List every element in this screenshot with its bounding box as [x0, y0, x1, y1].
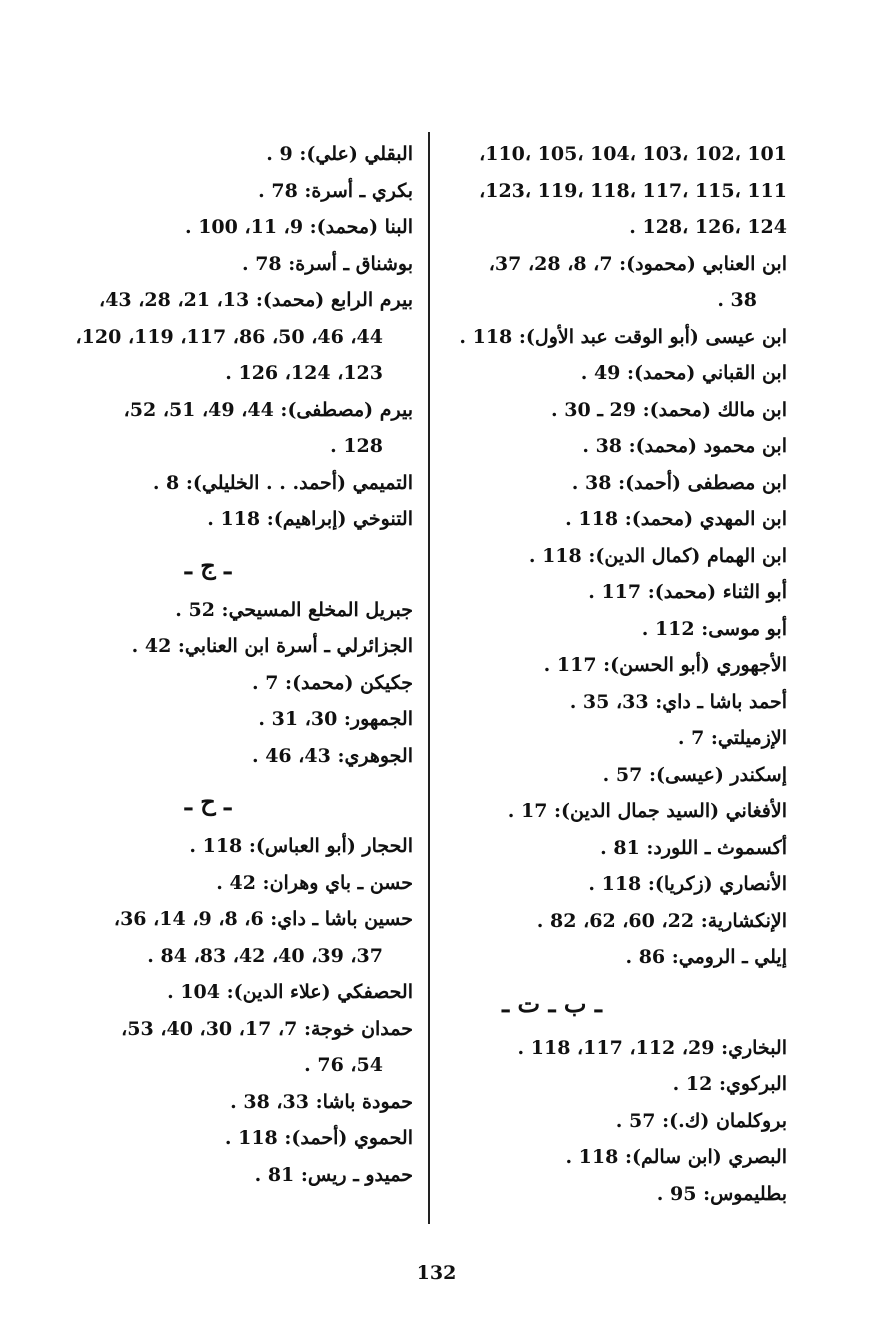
index-entry — [437, 538, 787, 575]
index-entry — [437, 355, 787, 392]
entry-line: ابن القباني (محمد): 49 . — [580, 362, 787, 384]
index-entry — [41, 209, 413, 246]
entry-continuation-line: 37، 39، 40، 42، 83، 84 . — [147, 944, 383, 967]
index-entry — [437, 574, 787, 611]
index-entry — [437, 392, 787, 429]
entry-line: ابن المهدي (محمد): 118 . — [565, 508, 787, 530]
entry-line: بكري ـ أسرة: 78 . — [258, 179, 413, 202]
index-entry — [41, 974, 413, 1011]
index-entry — [437, 136, 787, 173]
section-header-ha: ـ ح ـ — [184, 787, 232, 816]
entry-line: الأجهوري (أبو الحسن): 117 . — [543, 654, 787, 676]
entry-line: حمدان خوجة: 7، 17، 30، 40، 53، — [121, 1017, 413, 1040]
index-entry — [437, 830, 787, 867]
entry-line: البنا (محمد): 9، 11، 100 . — [184, 216, 413, 238]
index-entry — [437, 173, 787, 210]
entry-line: بوشناق ـ أسرة: 78 . — [241, 252, 413, 275]
index-entry — [437, 319, 787, 356]
section-header-ba-ta: ـ ب ـ ت ـ — [502, 988, 602, 1018]
index-entry — [41, 865, 413, 902]
index-entry — [437, 757, 787, 794]
entry-continuation-line: 54، 76 . — [304, 1054, 383, 1076]
entry-line: ابن عيسى (أبو الوقت عبد الأول): 118 . — [459, 325, 787, 348]
entry-line: بيرم الرابع (محمد): 13، 21، 28، 43، — [99, 289, 413, 311]
entry-line: البقلي (علي): 9 . — [266, 143, 413, 165]
entry-list — [41, 828, 413, 1193]
entry-list — [437, 136, 787, 976]
entry-line: ابن مصطفى (أحمد): 38 . — [571, 471, 787, 494]
entry-line: الأنصاري (زكريا): 118 . — [588, 873, 787, 895]
index-entry — [437, 1139, 787, 1176]
entry-line: ابن مالك (محمد): 29 ـ 30 . — [551, 398, 787, 421]
entry-line: حميدو ـ ريس: 81 . — [254, 1163, 413, 1186]
index-entry — [41, 592, 413, 629]
entry-line: أبو الثناء (محمد): 117 . — [588, 581, 787, 603]
index-entry — [437, 1066, 787, 1103]
entry-line: الحجار (أبو العباس): 118 . — [189, 835, 413, 857]
entry-continuation-line: 44، 46، 50، 86، 117، 119، 120، — [75, 325, 383, 348]
entry-list — [41, 136, 413, 538]
index-entry — [437, 647, 787, 684]
index-entry — [437, 465, 787, 502]
entry-list — [41, 592, 413, 775]
index-entry — [41, 1157, 413, 1194]
index-entry — [41, 136, 413, 173]
entry-line: 124 ،126 ،128 . — [629, 216, 787, 238]
entry-line: الجوهري: 43، 46 . — [251, 744, 413, 767]
index-entry — [437, 793, 787, 830]
index-entry — [437, 720, 787, 757]
entry-line: أبو موسى: 112 . — [641, 617, 787, 640]
entry-line: أكسموث ـ اللورد: 81 . — [600, 836, 787, 859]
index-entry — [41, 246, 413, 283]
index-entry — [437, 903, 787, 940]
entry-line: البصري (ابن سالم): 118 . — [565, 1146, 787, 1168]
entry-line: التميمي (أحمد. . . الخليلي): 8 . — [152, 471, 413, 494]
page-number: 132 — [416, 1262, 457, 1284]
entry-line: جكيكن (محمد): 7 . — [251, 671, 413, 694]
index-entry — [41, 828, 413, 865]
index-entry — [437, 939, 787, 976]
index-entry — [41, 738, 413, 775]
index-entry — [437, 1030, 787, 1067]
index-entry — [41, 628, 413, 665]
index-entry — [437, 684, 787, 721]
entry-line: البركوي: 12 . — [672, 1073, 787, 1095]
index-entry — [41, 173, 413, 210]
entry-line: التنوخي (إبراهيم): 118 . — [207, 508, 413, 530]
entry-continuation-line: 128 . — [330, 435, 383, 457]
entry-line: حمودة باشا: 33، 38 . — [230, 1090, 413, 1113]
index-entry — [437, 428, 787, 465]
entry-continuation-line: 123، 124، 126 . — [225, 362, 383, 384]
entry-line: 111 ،115 ،117 ،118 ،119 ،123، — [479, 179, 787, 202]
index-entry — [437, 1103, 787, 1140]
entry-list — [437, 1030, 787, 1213]
entry-line: ابن الهمام (كمال الدين): 118 . — [528, 544, 787, 567]
entry-line: الجمهور: 30، 31 . — [258, 708, 413, 730]
index-entry — [41, 701, 413, 738]
index-entry — [41, 1120, 413, 1157]
entry-line: 101 ،102 ،103 ،104 ،105 ،110، — [479, 143, 787, 165]
entry-line: إسكندر (عيسى): 57 . — [602, 763, 787, 786]
entry-line: الحموي (أحمد): 118 . — [224, 1127, 413, 1149]
index-entry — [41, 665, 413, 702]
entry-line: الإنكشارية: 22، 60، 62، 82 . — [536, 909, 787, 932]
entry-line: الإزميلتي: 7 . — [677, 727, 787, 749]
section-header-jim: ـ ج ـ — [184, 550, 232, 580]
entry-line: بطليموس: 95 . — [656, 1182, 787, 1205]
entry-line: الجزائرلي ـ أسرة ابن العنابي: 42 . — [131, 635, 413, 657]
entry-line: ابن العنابي (محمود): 7، 8، 28، 37، — [488, 252, 787, 275]
entry-line: إيلي ـ الرومي: 86 . — [625, 946, 787, 968]
index-entry — [41, 282, 413, 392]
entry-line: جبريل المخلع المسيحي: 52 . — [175, 598, 413, 621]
column-divider — [428, 132, 430, 1224]
entry-line: بيرم (مصطفى): 44، 49، 51، 52، — [123, 398, 413, 421]
index-entry — [41, 501, 413, 538]
entry-line: أحمد باشا ـ داي: 33، 35 . — [569, 690, 787, 713]
entry-line: بروكلمان (ك.): 57 . — [615, 1109, 787, 1132]
index-entry — [41, 1084, 413, 1121]
entry-line: حسين باشا ـ داي: 6، 8، 9، 14، 36، — [113, 908, 413, 930]
index-column-left — [41, 136, 413, 1193]
index-entry — [41, 1011, 413, 1084]
entry-line: الأفغاني (السيد جمال الدين): 17 . — [507, 800, 787, 822]
index-entry — [41, 465, 413, 502]
index-entry — [41, 901, 413, 974]
entry-continuation-line: 38 . — [717, 289, 757, 311]
entry-line: الحصفكي (علاء الدين): 104 . — [167, 981, 413, 1003]
index-entry — [437, 1176, 787, 1213]
index-entry — [437, 866, 787, 903]
entry-line: ابن محمود (محمد): 38 . — [582, 435, 787, 457]
index-entry — [437, 209, 787, 246]
index-entry — [437, 611, 787, 648]
index-column-right — [437, 136, 787, 1212]
index-entry — [437, 246, 787, 319]
entry-line: حسن ـ باي وهران: 42 . — [216, 871, 413, 894]
index-entry — [41, 392, 413, 465]
index-entry — [437, 501, 787, 538]
entry-line: البخاري: 29، 112، 117، 118 . — [517, 1036, 787, 1059]
